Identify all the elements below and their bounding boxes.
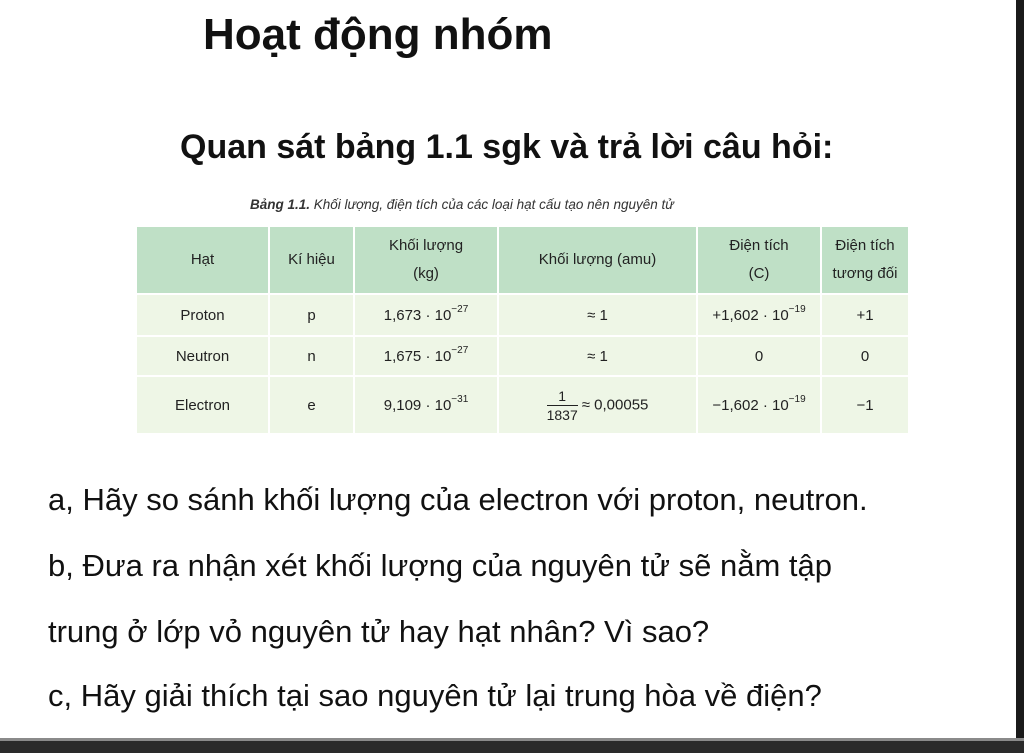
mass-base: 9,109 · 10 [383, 397, 452, 414]
cell-relative-charge: +1 [821, 294, 909, 336]
table-row-proton [136, 294, 909, 336]
fraction-numerator: 1 [547, 387, 578, 406]
mass-base: 1,675 · 10 [383, 348, 452, 365]
mass-base: 1,673 · 10 [383, 307, 452, 324]
question-c: c, Hãy giải thích tại sao nguyên tử lại trung hòa về điện? [48, 678, 822, 713]
charge-exponent: −19 [788, 394, 806, 405]
fraction-denominator: 1837 [546, 406, 578, 423]
cell-mass-amu [498, 376, 697, 434]
question-a: a, Hãy so sánh khối lượng của electron với proton, neutron. [48, 482, 868, 517]
question-b-line1: b, Đưa ra nhận xét khối lượng của nguyên tử sẽ nằm tập [48, 548, 832, 583]
cell-charge [697, 336, 821, 376]
cell-particle: Neutron [136, 336, 269, 376]
cell-mass-amu: ≈ 1 [498, 336, 697, 376]
charge-exponent: −19 [788, 304, 806, 315]
table-caption [250, 197, 674, 212]
cell-charge [697, 376, 821, 434]
mass-exponent: −27 [451, 304, 469, 315]
window-right-edge [1016, 0, 1024, 753]
header-charge-line2: (C) [748, 265, 770, 282]
cell-relative-charge: 0 [821, 336, 909, 376]
table-header-row [136, 226, 909, 294]
fraction [547, 387, 578, 424]
table-caption-text: Khối lượng, điện tích của các loại hạt cấu tạo nên nguyên tử [310, 197, 674, 212]
header-mass-kg-line1: Khối lượng [388, 237, 464, 254]
header-rel-charge-line1: Điện tích [835, 237, 895, 254]
table-caption-label: Bảng 1.1. [250, 197, 311, 212]
cell-mass-amu: ≈ 1 [498, 294, 697, 336]
cell-symbol: n [269, 336, 354, 376]
header-rel-charge-line2: tương đối [832, 265, 898, 282]
charge-base: 0 [754, 348, 764, 365]
cell-relative-charge: −1 [821, 376, 909, 434]
mass-exponent: −27 [451, 345, 469, 356]
cell-mass-kg [354, 294, 498, 336]
header-relative-charge [821, 226, 909, 294]
cell-symbol: e [269, 376, 354, 434]
cell-mass-kg [354, 376, 498, 434]
cell-particle: Electron [136, 376, 269, 434]
header-charge-line1: Điện tích [729, 237, 789, 254]
amu-approx: ≈ 0,00055 [581, 395, 649, 413]
particle-table [135, 225, 910, 435]
header-mass-kg [354, 226, 498, 294]
cell-charge [697, 294, 821, 336]
header-mass-amu: Khối lượng (amu) [498, 226, 697, 294]
window-bottom-bar [0, 741, 1024, 753]
mass-exponent: −31 [451, 394, 469, 405]
charge-base: −1,602 · 10 [712, 397, 789, 414]
table-row-electron [136, 376, 909, 434]
header-charge [697, 226, 821, 294]
cell-mass-kg [354, 336, 498, 376]
charge-base: +1,602 · 10 [712, 307, 789, 324]
header-particle: Hạt [136, 226, 269, 294]
cell-particle: Proton [136, 294, 269, 336]
header-mass-kg-line2: (kg) [413, 265, 439, 282]
slide-subtitle: Quan sát bảng 1.1 sgk và trả lời câu hỏi: [180, 128, 834, 166]
cell-symbol: p [269, 294, 354, 336]
slide-title: Hoạt động nhóm [203, 10, 553, 59]
table-row-neutron [136, 336, 909, 376]
header-symbol: Kí hiệu [269, 226, 354, 294]
question-b-line2: trung ở lớp vỏ nguyên tử hay hạt nhân? Vì sao? [48, 614, 710, 649]
